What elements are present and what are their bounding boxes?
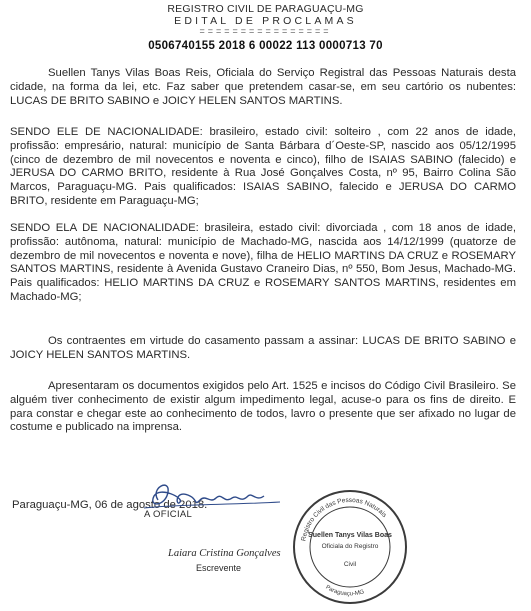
document-title: EDITAL DE PROCLAMAS bbox=[174, 15, 357, 27]
bride-paragraph: SENDO ELA DE NACIONALIDADE: brasileira, estado civil: divorciada , com 18 anos de idade, profissão: autônoma, natural: município de Machado-MG, nascida aos 14/12/1999 (quatorze de dezembro de mil novecentos e noventa e nove), filha de HELIO MARTINS DA CRUZ e ROSEMARY SANTOS MARTINS, residente à Avenida Gustavo Craneiro Dias, nº 550, Bom Jesus, Machado-MG. Pais qualificados: HELIO MARTINS DA CRUZ e ROSEMARY SANTOS MARTINS, residentes em Machado-MG; bbox=[10, 222, 516, 303]
signature-role: A OFICIAL bbox=[144, 509, 193, 520]
signing-paragraph: Os contraentes em virtude do casamento passam a assinar: LUCAS DE BRITO SABINO e JOICY HELEN SANTOS MARTINS. bbox=[10, 335, 516, 361]
stamp-name: Suellen Tanys Vilas Boas bbox=[308, 532, 392, 539]
registry-stamp bbox=[291, 488, 409, 606]
registry-number: 0506740155 2018 6 00022 113 0000713 70 bbox=[148, 40, 383, 52]
stamp-ring-text: Registro Civil das Pessoas Naturais bbox=[300, 496, 388, 542]
intro-paragraph: Suellen Tanys Vilas Boas Reis, Oficiala do Serviço Registral das Pessoas Naturais desta cidade, na forma da lei, etc. Faz saber que pretendem casar-se, em seu cartório os nubentes: LUCAS DE BRITO SABINO e JOICY HELEN SANTOS MARTINS. bbox=[10, 67, 516, 107]
stamp-city-text: Paraguaçu-MG bbox=[324, 584, 366, 598]
place-date: Paraguaçu-MG, 06 de agosto de 2018. bbox=[12, 499, 208, 511]
groom-paragraph: SENDO ELE DE NACIONALIDADE: brasileiro, estado civil: solteiro , com 22 anos de idade, profissão: empresário, natural: município de Santa Bárbara d´Oeste-SP, nascido aos 05/12/1995 (cinco de dezembro de mil novecentos e noventa e cinco), filho de ISAIAS SABINO (falecido) e JERUSA DO CARMO BRITO, residente à Rua José Gonçalves Costa, nº 95, Bairro Colina São Marcos, Paraguaçu-MG. Pais qualificados: ISAIAS SABINO, falecido e JERUSA DO CARMO BRITO, residente em Paraguaçu-MG; bbox=[10, 126, 516, 207]
title-underline: ================ bbox=[199, 26, 332, 36]
clerk-role: Escrevente bbox=[196, 563, 242, 573]
clerk-name: Laiara Cristina Gonçalves bbox=[168, 548, 281, 559]
closing-paragraph: Apresentaram os documentos exigidos pelo Art. 1525 e incisos do Código Civil Brasileiro. Se alguém tiver conhecimento de existir algum impedimento legal, acuse-o para os fins de direito. E para constar e chegar este ao conhecimento de todos, lavro o presente que ser afixado no lugar de costume e publicado na imprensa. bbox=[10, 380, 516, 434]
stamp-role: Oficiala do Registro bbox=[321, 543, 379, 550]
stamp-line3: Civil bbox=[343, 561, 357, 568]
registry-name: REGISTRO CIVIL DE PARAGUAÇU-MG bbox=[167, 3, 364, 15]
